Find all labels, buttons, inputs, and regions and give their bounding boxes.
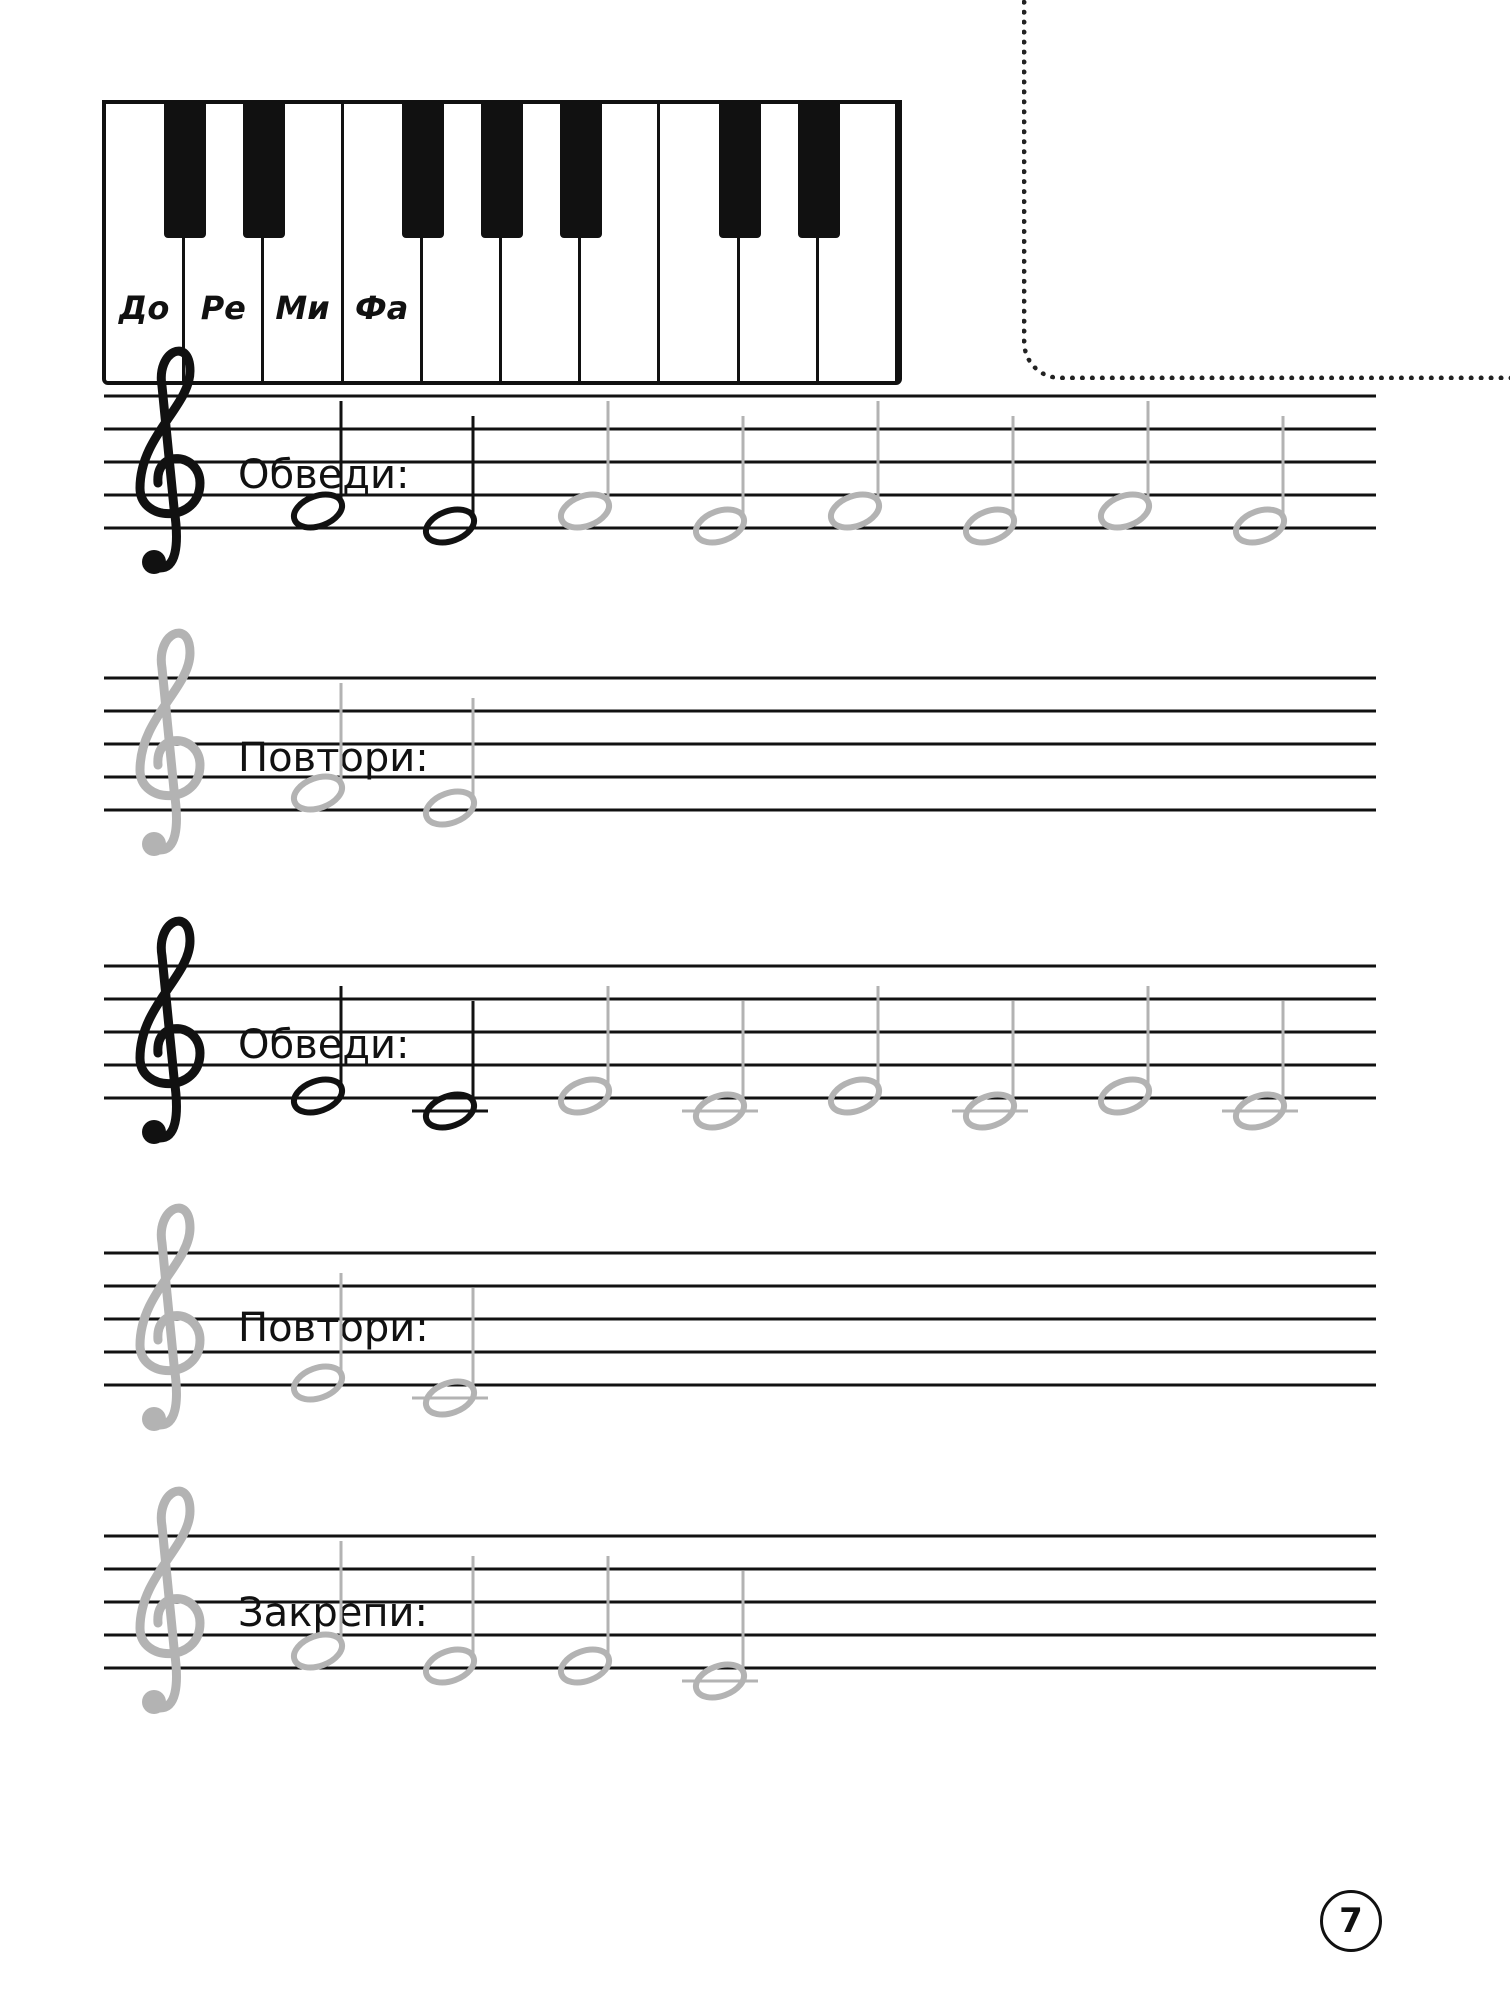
half-note bbox=[826, 401, 883, 534]
half-note bbox=[289, 1541, 346, 1674]
half-note bbox=[289, 683, 346, 816]
section-label: Закрепи: bbox=[238, 1590, 428, 1636]
key-label: Ре bbox=[200, 289, 246, 327]
half-note bbox=[952, 1001, 1028, 1134]
half-note bbox=[1222, 1001, 1298, 1134]
half-note bbox=[682, 1571, 758, 1704]
half-note bbox=[682, 1001, 758, 1134]
section-label: Повтори: bbox=[238, 1305, 429, 1351]
staff-lines bbox=[104, 966, 1376, 1098]
section-label: Обведи: bbox=[238, 452, 410, 498]
key-label: Ми bbox=[275, 289, 330, 327]
half-note bbox=[412, 1288, 488, 1421]
staff-lines bbox=[104, 1253, 1376, 1385]
key-label: До bbox=[118, 289, 170, 327]
half-note bbox=[556, 401, 613, 534]
half-note bbox=[412, 1001, 488, 1134]
half-note bbox=[1096, 401, 1153, 534]
key-label: Фа bbox=[355, 289, 409, 327]
section-label: Обведи: bbox=[238, 1022, 410, 1068]
section-label: Повтори: bbox=[238, 735, 429, 781]
half-note bbox=[289, 401, 346, 534]
page-number: 7 bbox=[1320, 1890, 1382, 1952]
